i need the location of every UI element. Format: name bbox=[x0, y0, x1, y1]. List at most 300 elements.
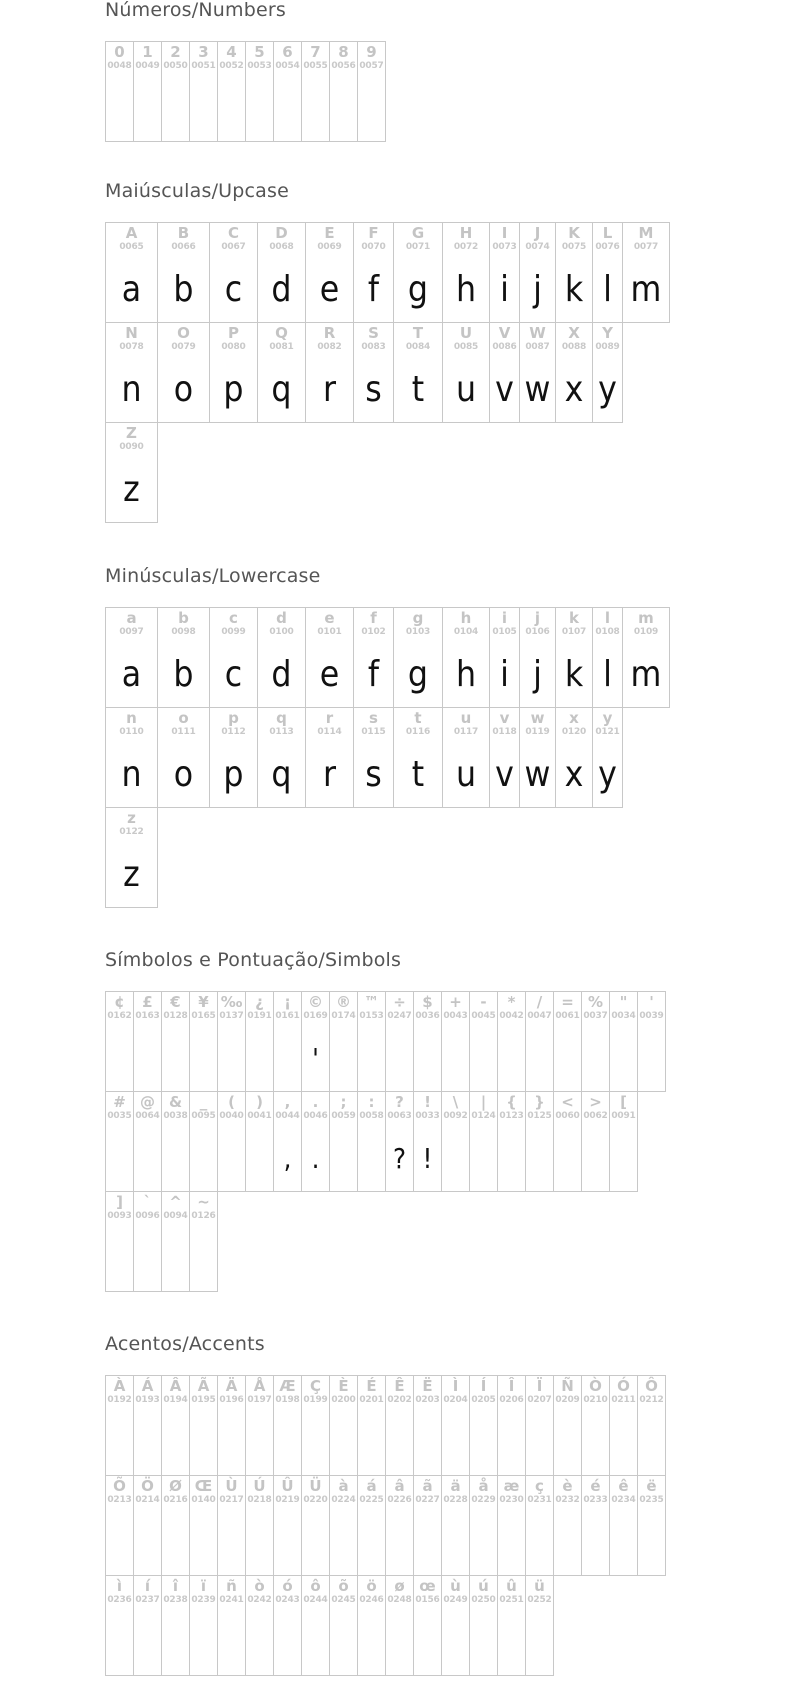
glyph-row bbox=[105, 1475, 665, 1575]
glyph-cell bbox=[525, 1375, 554, 1476]
glyph-code-label: 0073 bbox=[492, 242, 517, 252]
glyph-cell bbox=[105, 1575, 134, 1676]
glyph-code-label: 0194 bbox=[163, 1395, 188, 1405]
glyph-cell bbox=[592, 707, 623, 808]
glyph-character-label: E bbox=[324, 224, 335, 242]
glyph-code-label: 0082 bbox=[317, 342, 342, 352]
glyph-row bbox=[105, 1191, 665, 1291]
glyph-cell bbox=[217, 1475, 246, 1576]
glyph-code-label: 0206 bbox=[499, 1395, 524, 1405]
glyph-sample: n bbox=[121, 369, 142, 410]
glyph-sample bbox=[248, 1032, 272, 1086]
glyph-sample bbox=[360, 1516, 384, 1570]
glyph-sample bbox=[136, 1516, 160, 1570]
glyph-cell bbox=[385, 991, 414, 1092]
glyph-code-label: 0081 bbox=[269, 342, 294, 352]
glyph-cell bbox=[497, 1575, 526, 1676]
glyph-cell bbox=[329, 1475, 358, 1576]
glyph-sample bbox=[556, 1032, 580, 1086]
glyph-cell bbox=[301, 1375, 330, 1476]
glyph-character-label: ó bbox=[282, 1577, 293, 1595]
glyph-sample: z bbox=[123, 854, 140, 895]
glyph-sample: c bbox=[224, 654, 243, 695]
glyph-code-label: 0224 bbox=[331, 1495, 356, 1505]
glyph-code-label: 0074 bbox=[525, 242, 550, 252]
glyph-code-label: 0112 bbox=[221, 727, 246, 737]
section-title: Minúsculas/Lowercase bbox=[105, 565, 321, 587]
glyph-character-label: > bbox=[589, 1093, 602, 1111]
glyph-code-label: 0066 bbox=[171, 242, 196, 252]
glyph-character-label: å bbox=[478, 1477, 489, 1495]
glyph-character-label: ? bbox=[395, 1093, 404, 1111]
glyph-cell bbox=[525, 1575, 554, 1676]
glyph-row bbox=[105, 1091, 665, 1191]
glyph-character-label: p bbox=[228, 709, 239, 727]
glyph-sample bbox=[108, 1232, 132, 1286]
glyph-code-label: 0052 bbox=[219, 61, 244, 71]
glyph-code-label: 0205 bbox=[471, 1395, 496, 1405]
glyph-sample: d bbox=[271, 654, 292, 695]
glyph-character-label: £ bbox=[142, 993, 153, 1011]
glyph-sample bbox=[444, 1616, 468, 1670]
glyph-code-label: 0072 bbox=[453, 242, 479, 252]
glyph-sample bbox=[220, 1516, 244, 1570]
glyph-cell bbox=[441, 1575, 470, 1676]
glyph-sample bbox=[136, 1132, 160, 1186]
glyph-character-label: ¿ bbox=[255, 993, 264, 1011]
glyph-cell bbox=[357, 1375, 386, 1476]
glyph-character-label: g bbox=[412, 609, 424, 627]
glyph-sample bbox=[388, 1616, 412, 1670]
glyph-sample bbox=[136, 1032, 160, 1086]
glyph-cell bbox=[217, 1375, 246, 1476]
glyph-sample bbox=[304, 1416, 328, 1470]
glyph-cell bbox=[385, 1375, 414, 1476]
glyph-sample bbox=[108, 1416, 132, 1470]
glyph-cell bbox=[393, 322, 443, 423]
glyph-character-label: á bbox=[366, 1477, 377, 1495]
glyph-character-label: U bbox=[459, 324, 473, 342]
glyph-code-label: 0051 bbox=[191, 61, 216, 71]
glyph-code-label: 0042 bbox=[499, 1011, 524, 1021]
glyph-code-label: 0084 bbox=[405, 342, 431, 352]
glyph-code-label: 0090 bbox=[119, 442, 144, 452]
glyph-character-label: I bbox=[501, 224, 508, 242]
glyph-code-label: 0096 bbox=[135, 1211, 160, 1221]
glyph-code-label: 0226 bbox=[387, 1495, 412, 1505]
glyph-character-label: _ bbox=[199, 1093, 208, 1111]
glyph-code-label: 0068 bbox=[269, 242, 294, 252]
glyph-character-label: 0 bbox=[114, 43, 125, 61]
glyph-cell bbox=[105, 41, 134, 142]
glyph-cell bbox=[519, 707, 556, 808]
glyph-character-label: y bbox=[602, 709, 613, 727]
glyph-code-label: 0115 bbox=[361, 727, 386, 737]
glyph-cell bbox=[245, 1091, 274, 1192]
glyph-cell bbox=[555, 607, 593, 708]
glyph-code-label: 0241 bbox=[219, 1595, 244, 1605]
glyph-cell bbox=[442, 222, 490, 323]
glyph-character-label: Ë bbox=[422, 1377, 433, 1395]
glyph-sample bbox=[136, 1232, 160, 1286]
glyph-sample bbox=[612, 1416, 636, 1470]
glyph-character-label: O bbox=[177, 324, 190, 342]
glyph-character-label: ] bbox=[116, 1193, 123, 1211]
glyph-character-label: Å bbox=[253, 1377, 266, 1395]
glyph-code-label: 0087 bbox=[525, 342, 550, 352]
glyph-cell bbox=[157, 707, 210, 808]
glyph-code-label: 0035 bbox=[107, 1111, 132, 1121]
glyph-cell bbox=[553, 991, 582, 1092]
glyph-character-label: Y bbox=[602, 324, 613, 342]
glyph-sample: r bbox=[322, 369, 337, 410]
glyph-cell bbox=[105, 322, 158, 423]
glyph-cell bbox=[489, 707, 520, 808]
glyph-code-label: 0055 bbox=[303, 61, 328, 71]
glyph-code-label: 0064 bbox=[135, 1111, 160, 1121]
glyph-code-label: 0075 bbox=[561, 242, 587, 252]
glyph-sample: s bbox=[365, 754, 382, 795]
glyph-sample bbox=[528, 1416, 552, 1470]
glyph-code-label: 0156 bbox=[415, 1595, 440, 1605]
glyph-code-label: 0107 bbox=[561, 627, 587, 637]
glyph-grid bbox=[105, 1375, 665, 1675]
glyph-cell bbox=[105, 707, 158, 808]
glyph-character-label: ^ bbox=[169, 1193, 182, 1211]
glyph-cell bbox=[357, 1091, 386, 1192]
glyph-code-label: 0091 bbox=[611, 1111, 636, 1121]
glyph-cell bbox=[553, 1375, 582, 1476]
glyph-cell bbox=[622, 607, 670, 708]
glyph-cell bbox=[393, 222, 443, 323]
glyph-sample bbox=[472, 1516, 496, 1570]
glyph-character-label: Õ bbox=[113, 1477, 126, 1495]
glyph-character-label: ÷ bbox=[393, 993, 406, 1011]
glyph-grid bbox=[105, 41, 385, 141]
glyph-sample bbox=[332, 1616, 356, 1670]
glyph-sample bbox=[612, 1032, 636, 1086]
glyph-cell bbox=[105, 807, 158, 908]
glyph-cell bbox=[189, 991, 218, 1092]
glyph-character-label: ¡ bbox=[284, 993, 291, 1011]
glyph-sample bbox=[108, 1516, 132, 1570]
glyph-sample: d bbox=[271, 269, 292, 310]
glyph-cell bbox=[385, 1091, 414, 1192]
glyph-character-label: G bbox=[411, 224, 425, 242]
glyph-character-label: . bbox=[312, 1093, 319, 1111]
glyph-code-label: 0198 bbox=[275, 1395, 300, 1405]
glyph-character-label: æ bbox=[503, 1477, 520, 1495]
glyph-character-label: @ bbox=[140, 1093, 155, 1111]
glyph-sample bbox=[500, 1616, 524, 1670]
glyph-character-label: ™ bbox=[364, 993, 379, 1011]
glyph-character-label: Ù bbox=[225, 1477, 238, 1495]
glyph-sample: f bbox=[367, 654, 380, 695]
glyph-row bbox=[105, 222, 669, 322]
glyph-character-label: ì bbox=[116, 1577, 123, 1595]
glyph-sample bbox=[192, 1416, 216, 1470]
glyph-character-label: ï bbox=[200, 1577, 207, 1595]
glyph-code-label: 0195 bbox=[191, 1395, 216, 1405]
glyph-cell bbox=[497, 991, 526, 1092]
glyph-character-label: { bbox=[506, 1093, 517, 1111]
glyph-character-label: + bbox=[449, 993, 462, 1011]
glyph-code-label: 0103 bbox=[405, 627, 431, 637]
glyph-code-label: 0076 bbox=[595, 242, 620, 252]
glyph-cell bbox=[637, 1475, 666, 1576]
glyph-cell bbox=[105, 1091, 134, 1192]
glyph-character-label: < bbox=[561, 1093, 574, 1111]
glyph-row bbox=[105, 1375, 665, 1475]
glyph-sample: q bbox=[271, 754, 292, 795]
glyph-cell bbox=[497, 1475, 526, 1576]
glyph-code-label: 0233 bbox=[583, 1495, 608, 1505]
glyph-character-label: Ö bbox=[141, 1477, 154, 1495]
glyph-sample bbox=[612, 1516, 636, 1570]
glyph-character-label: " bbox=[619, 993, 628, 1011]
glyph-character-label: q bbox=[276, 709, 287, 727]
glyph-code-label: 0174 bbox=[331, 1011, 356, 1021]
glyph-code-label: 0109 bbox=[633, 627, 659, 637]
glyph-sample bbox=[444, 1032, 468, 1086]
glyph-cell bbox=[245, 1475, 274, 1576]
glyph-code-label: 0054 bbox=[275, 61, 300, 71]
glyph-code-label: 0036 bbox=[415, 1011, 440, 1021]
glyph-code-label: 0219 bbox=[275, 1495, 300, 1505]
glyph-code-label: 0116 bbox=[405, 727, 431, 737]
glyph-cell bbox=[133, 1091, 162, 1192]
glyph-cell bbox=[161, 41, 190, 142]
glyph-sample bbox=[388, 1416, 412, 1470]
glyph-code-label: 0038 bbox=[163, 1111, 188, 1121]
glyph-code-label: 0062 bbox=[583, 1111, 608, 1121]
glyph-cell bbox=[441, 991, 470, 1092]
glyph-character-label: = bbox=[561, 993, 574, 1011]
glyph-cell bbox=[305, 322, 354, 423]
glyph-code-label: 0102 bbox=[361, 627, 386, 637]
glyph-character-label: ò bbox=[254, 1577, 265, 1595]
glyph-code-label: 0123 bbox=[499, 1111, 524, 1121]
glyph-character-label: ø bbox=[394, 1577, 405, 1595]
glyph-code-label: 0105 bbox=[492, 627, 517, 637]
glyph-code-label: 0079 bbox=[171, 342, 196, 352]
glyph-sample bbox=[472, 1616, 496, 1670]
glyph-cell bbox=[161, 991, 190, 1092]
glyph-sample bbox=[192, 82, 216, 136]
glyph-code-label: 0093 bbox=[107, 1211, 132, 1221]
glyph-cell bbox=[525, 1091, 554, 1192]
glyph-sample bbox=[472, 1416, 496, 1470]
glyph-code-label: 0217 bbox=[219, 1495, 244, 1505]
glyph-cell bbox=[133, 991, 162, 1092]
glyph-character-label: É bbox=[366, 1377, 377, 1395]
glyph-cell bbox=[245, 41, 274, 142]
glyph-cell bbox=[161, 1575, 190, 1676]
glyph-sample bbox=[332, 1416, 356, 1470]
glyph-character-label: 4 bbox=[226, 43, 237, 61]
glyph-character-label: ‰ bbox=[220, 993, 243, 1011]
glyph-character-label: ! bbox=[424, 1093, 431, 1111]
glyph-code-label: 0063 bbox=[387, 1111, 412, 1121]
glyph-sample: y bbox=[598, 369, 617, 410]
glyph-character-label: H bbox=[459, 224, 473, 242]
glyph-character-label: Ã bbox=[197, 1377, 210, 1395]
glyph-cell bbox=[592, 322, 623, 423]
glyph-sample bbox=[108, 1132, 132, 1186]
glyph-sample bbox=[164, 1616, 188, 1670]
glyph-sample: v bbox=[495, 754, 514, 795]
glyph-code-label: 0088 bbox=[561, 342, 587, 352]
glyph-cell bbox=[157, 222, 210, 323]
glyph-character-label: c bbox=[229, 609, 238, 627]
glyph-sample: i bbox=[500, 269, 509, 310]
glyph-code-label: 0047 bbox=[527, 1011, 552, 1021]
glyph-cell bbox=[357, 1575, 386, 1676]
glyph-character-label: È bbox=[338, 1377, 349, 1395]
glyph-sample bbox=[192, 1516, 216, 1570]
glyph-sample bbox=[164, 1416, 188, 1470]
glyph-character-label: Ø bbox=[169, 1477, 182, 1495]
glyph-cell bbox=[273, 1375, 302, 1476]
glyph-code-label: 0244 bbox=[303, 1595, 328, 1605]
glyph-sample: l bbox=[603, 654, 612, 695]
glyph-cell bbox=[353, 322, 394, 423]
glyph-cell bbox=[305, 222, 354, 323]
glyph-sample bbox=[360, 82, 384, 136]
glyph-code-label: 0077 bbox=[633, 242, 659, 252]
glyph-cell bbox=[273, 1475, 302, 1576]
glyph-sample: o bbox=[173, 754, 194, 795]
glyph-character-label: Ì bbox=[452, 1377, 459, 1395]
glyph-sample: u bbox=[455, 369, 477, 410]
glyph-character-label: À bbox=[113, 1377, 126, 1395]
glyph-cell bbox=[489, 322, 520, 423]
glyph-code-label: 0230 bbox=[499, 1495, 524, 1505]
glyph-sample bbox=[192, 1132, 216, 1186]
glyph-character-label: ; bbox=[340, 1093, 347, 1111]
glyph-character-label: Â bbox=[169, 1377, 182, 1395]
glyph-code-label: 0065 bbox=[119, 242, 144, 252]
glyph-character-label: Ï bbox=[536, 1377, 543, 1395]
glyph-code-label: 0061 bbox=[555, 1011, 580, 1021]
glyph-row bbox=[105, 322, 669, 422]
glyph-sample bbox=[332, 82, 356, 136]
glyph-cell bbox=[105, 222, 158, 323]
glyph-character-label: ë bbox=[646, 1477, 657, 1495]
glyph-character-label: 2 bbox=[170, 43, 181, 61]
glyph-code-label: 0165 bbox=[191, 1011, 216, 1021]
glyph-cell bbox=[189, 1375, 218, 1476]
glyph-sample bbox=[136, 1416, 160, 1470]
glyph-character-label: Î bbox=[508, 1377, 515, 1395]
glyph-code-label: 0232 bbox=[555, 1495, 580, 1505]
glyph-code-label: 0080 bbox=[221, 342, 246, 352]
glyph-code-label: 0048 bbox=[107, 61, 132, 71]
glyph-cell bbox=[257, 707, 306, 808]
glyph-code-label: 0204 bbox=[443, 1395, 468, 1405]
glyph-code-label: 0118 bbox=[492, 727, 517, 737]
glyph-code-label: 0252 bbox=[527, 1595, 552, 1605]
glyph-cell bbox=[497, 1091, 526, 1192]
glyph-cell bbox=[357, 41, 386, 142]
glyph-cell bbox=[609, 1375, 638, 1476]
glyph-sample bbox=[304, 1616, 328, 1670]
glyph-character-label: L bbox=[602, 224, 613, 242]
glyph-sample bbox=[276, 1416, 300, 1470]
glyph-code-label: 0060 bbox=[555, 1111, 580, 1121]
glyph-character-label: N bbox=[125, 324, 138, 342]
glyph-cell bbox=[133, 1475, 162, 1576]
glyph-code-label: 0045 bbox=[471, 1011, 496, 1021]
glyph-sample: e bbox=[319, 654, 340, 695]
glyph-sample bbox=[360, 1032, 384, 1086]
glyph-code-label: 0246 bbox=[359, 1595, 384, 1605]
glyph-cell bbox=[353, 607, 394, 708]
glyph-sample: w bbox=[524, 754, 551, 795]
glyph-sample: w bbox=[524, 369, 551, 410]
glyph-code-label: 0083 bbox=[361, 342, 386, 352]
glyph-code-label: 0203 bbox=[415, 1395, 440, 1405]
glyph-sample bbox=[220, 82, 244, 136]
glyph-cell bbox=[581, 991, 610, 1092]
glyph-character-label: ¢ bbox=[114, 993, 125, 1011]
glyph-code-label: 0207 bbox=[527, 1395, 552, 1405]
glyph-character-label: S bbox=[368, 324, 379, 342]
glyph-character-label: © bbox=[308, 993, 323, 1011]
glyph-cell bbox=[592, 607, 623, 708]
glyph-code-label: 0099 bbox=[221, 627, 246, 637]
glyph-code-label: 0034 bbox=[611, 1011, 636, 1021]
glyph-code-label: 0227 bbox=[415, 1495, 440, 1505]
glyph-code-label: 0044 bbox=[275, 1111, 300, 1121]
glyph-cell bbox=[442, 322, 490, 423]
glyph-sample bbox=[472, 1132, 496, 1186]
glyph-code-label: 0086 bbox=[492, 342, 517, 352]
glyph-character-label: } bbox=[534, 1093, 545, 1111]
glyph-code-label: 0069 bbox=[317, 242, 342, 252]
glyph-character-label: é bbox=[590, 1477, 601, 1495]
glyph-sample: t bbox=[411, 754, 425, 795]
glyph-code-label: 0046 bbox=[303, 1111, 328, 1121]
glyph-character-label: e bbox=[324, 609, 335, 627]
glyph-character-label: R bbox=[323, 324, 336, 342]
glyph-character-label: 8 bbox=[338, 43, 349, 61]
glyph-sample bbox=[388, 1516, 412, 1570]
glyph-cell bbox=[301, 1091, 330, 1192]
glyph-sample: c bbox=[224, 269, 243, 310]
glyph-cell bbox=[217, 1091, 246, 1192]
glyph-code-label: 0126 bbox=[191, 1211, 216, 1221]
glyph-character-label: r bbox=[325, 709, 334, 727]
glyph-cell bbox=[305, 707, 354, 808]
glyph-cell bbox=[329, 1091, 358, 1192]
glyph-cell bbox=[105, 991, 134, 1092]
glyph-code-label: 0214 bbox=[135, 1495, 160, 1505]
glyph-code-label: 0137 bbox=[219, 1011, 244, 1021]
glyph-sample: u bbox=[455, 754, 477, 795]
glyph-row bbox=[105, 1575, 665, 1675]
glyph-sample bbox=[164, 1032, 188, 1086]
glyph-cell bbox=[329, 991, 358, 1092]
glyph-code-label: 0236 bbox=[107, 1595, 132, 1605]
glyph-character-label: , bbox=[284, 1093, 291, 1111]
glyph-sample: g bbox=[407, 269, 429, 310]
glyph-character-label: d bbox=[276, 609, 287, 627]
glyph-character-label: t bbox=[414, 709, 422, 727]
glyph-character-label: f bbox=[370, 609, 377, 627]
glyph-character-label: Ä bbox=[225, 1377, 238, 1395]
glyph-sample bbox=[360, 1132, 384, 1186]
